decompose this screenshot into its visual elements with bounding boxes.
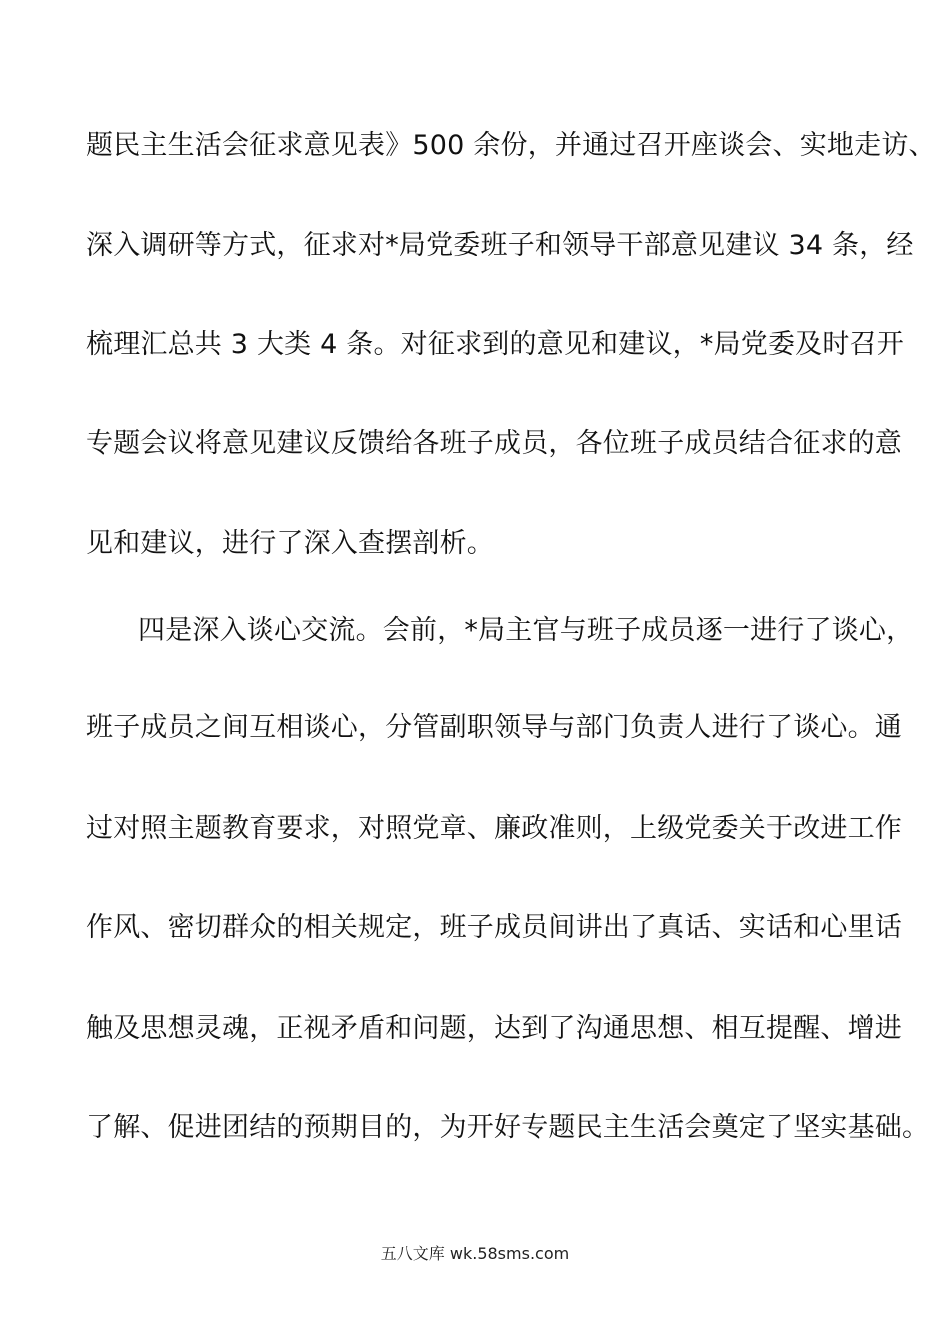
paragraph-2-line-5: 触及思想灵魂，正视矛盾和问题，达到了沟通思想、相互提醒、增进 <box>86 1013 902 1044</box>
paragraph-1-line-1: 题民主生活会征求意见表》500 余份，并通过召开座谈会、实地走访、 <box>86 130 936 161</box>
paragraph-1-line-4: 专题会议将意见建议反馈给各班子成员，各位班子成员结合征求的意 <box>86 428 902 459</box>
paragraph-1-line-3: 梳理汇总共 3 大类 4 条。对征求到的意见和建议，*局党委及时召开 <box>86 329 904 360</box>
paragraph-2-line-1: 四是深入谈心交流。会前，*局主官与班子成员逐一进行了谈心， <box>138 615 914 646</box>
paragraph-2-line-4: 作风、密切群众的相关规定，班子成员间讲出了真话、实话和心里话 <box>86 912 902 943</box>
paragraph-1-line-5: 见和建议，进行了深入查摆剖析。 <box>86 528 494 559</box>
paragraph-1-line-2: 深入调研等方式，征求对*局党委班子和领导干部意见建议 34 条，经 <box>86 230 914 261</box>
paragraph-2-line-3: 过对照主题教育要求，对照党章、廉政准则，上级党委关于改进工作 <box>86 813 902 844</box>
paragraph-2-line-6: 了解、促进团结的预期目的，为开好专题民主生活会奠定了坚实基础。 <box>86 1112 930 1143</box>
paragraph-2-line-2: 班子成员之间互相谈心，分管副职领导与部门负责人进行了谈心。通 <box>86 712 902 743</box>
footer-source-text: 五八文库 wk.58sms.com <box>380 1244 570 1263</box>
